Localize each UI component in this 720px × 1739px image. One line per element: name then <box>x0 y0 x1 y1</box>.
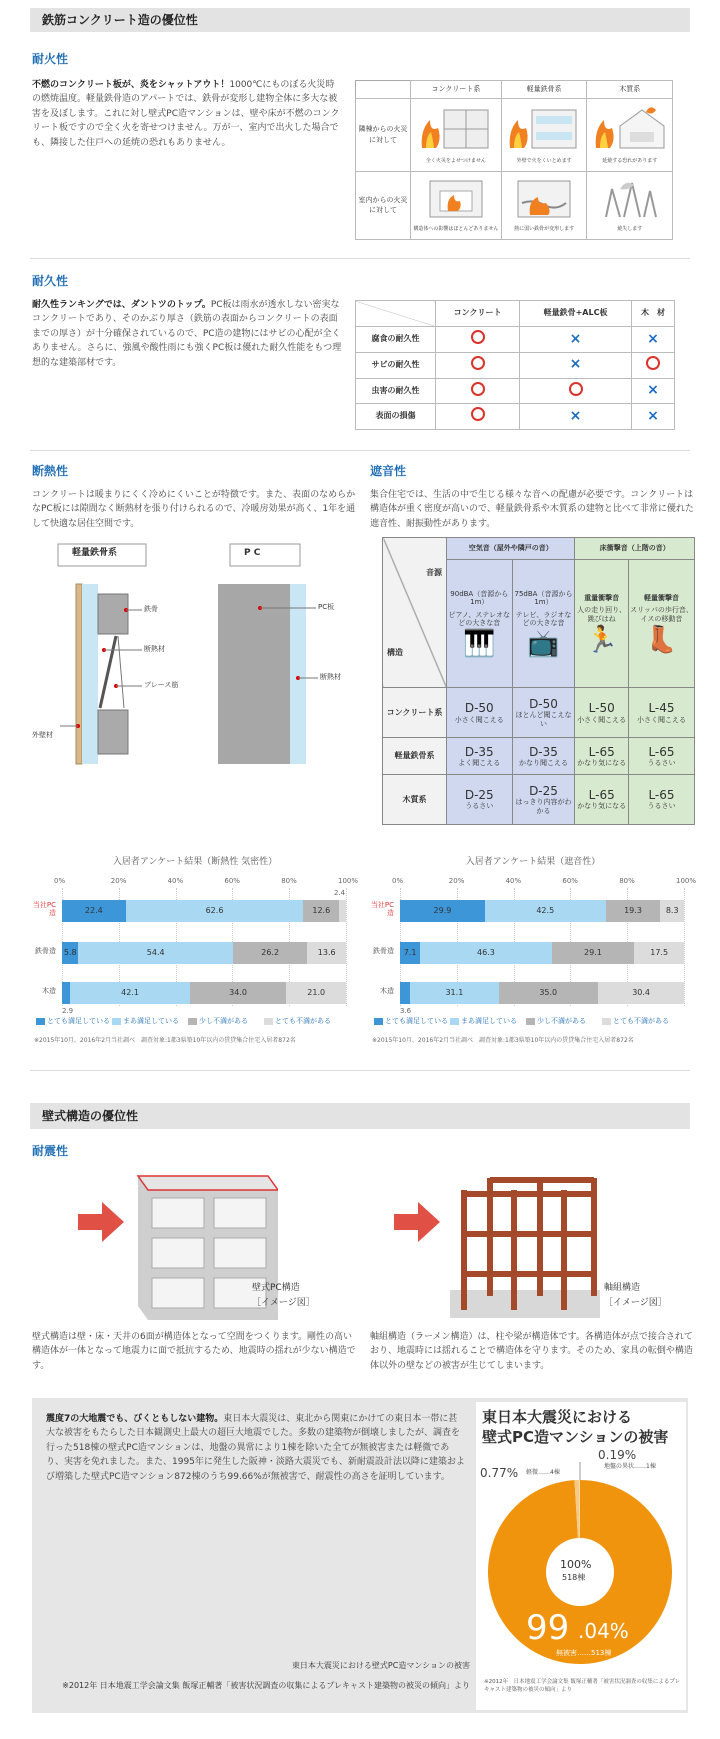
wall-pc-caption-2: ［イメージ図］ <box>252 1298 315 1308</box>
legend-item <box>602 1016 669 1027</box>
legend-item <box>374 1016 448 1027</box>
sound-row-label: コンクリート系 <box>383 688 447 738</box>
durability-lead: 耐久性ランキングでは、ダントツのトップ。 <box>32 300 211 310</box>
frame-structure-body: 軸組構造（ラーメン構造）は、柱や梁が構造体です。各構造体が点で接合されており、地震時には揺れることで構造体を守ります。そのため、家具の転倒や構造体以外の壁などの被害が生じてしまいます。 <box>370 1332 693 1371</box>
cross-mark: × <box>569 407 582 424</box>
fire-body: 1000℃にものぼる火災時の燃焼温度。軽量鉄骨造のアパートでは、鉄骨が変形し建物全体に多大な被害を及ぼします。これに対し壁式PC造マンションは、壁や床が不燃のコンクリート板ですので全く火を寄せつけません。万が一、室内で出火した場合でも、隣接した住戸への延焼の恐れもありません。 <box>32 80 340 148</box>
sound-desc: よく聞こえる <box>458 758 501 767</box>
bar-segment: 19.3 <box>606 900 661 922</box>
sound-desc: ほとんど聞こえない <box>515 711 572 728</box>
fire-title: 耐火性 <box>32 52 69 66</box>
section-header-wall: 壁式構造の優位性 <box>30 1103 690 1129</box>
bar-segment: 54.4 <box>78 942 232 964</box>
chart-title: 入居者アンケート結果（断熱性 気密性） <box>112 857 278 867</box>
dur-col: コンクリート <box>436 301 520 327</box>
circle-mark <box>471 407 485 421</box>
sound-desc: はっきり内容がわかる <box>515 798 572 815</box>
tick-label: 20% <box>110 877 127 885</box>
legend-label: 少し不満がある <box>537 1017 586 1025</box>
legend-label: とても満足している <box>47 1017 110 1025</box>
pie-main-pct-big: 99 <box>526 1608 570 1648</box>
quake-title: 耐震性 <box>32 1144 69 1158</box>
circle-mark <box>569 382 583 396</box>
cross-mark: × <box>647 382 659 399</box>
wall-structure-body: 壁式構造は壁・床・天井の6面が構造体となって空間をつくります。剛性の高い構造体が一体となって地震力に面で抵抗するため、地震時の揺れが少ない構造です。 <box>32 1332 356 1371</box>
cross-mark: × <box>569 356 582 373</box>
quake-box-caption: 東日本大震災における壁式PC造マンションの被害 <box>291 1661 470 1670</box>
category-label: 木造 <box>42 987 56 995</box>
sound-title: 遮音性 <box>370 464 407 478</box>
bar-segment: 12.6 <box>303 900 339 922</box>
tick-label: 60% <box>224 877 240 885</box>
fire-note: 構造体への影響はほとんどありません <box>413 226 499 233</box>
tick-label: 100% <box>676 877 697 885</box>
pie-source: ※2012年 日本地震工学会論文集 飯塚正輔著「被害状況調査の収集によるプレキャスト建築物の被災の傾向」より <box>484 1679 681 1694</box>
bar-segment: 29.9 <box>400 900 485 922</box>
data-label: 2.9 <box>62 1007 74 1015</box>
frame-caption-2: ［イメージ図］ <box>604 1298 667 1308</box>
damage-pie-panel <box>476 1402 686 1710</box>
concrete-building-fire-icon <box>416 104 496 154</box>
sound-value: L-65 <box>648 744 675 759</box>
quake-box-lead: 震度7の大地震でも、びくともしない建物。 <box>46 1414 224 1424</box>
air-col <box>512 560 575 688</box>
floor-col <box>628 560 694 688</box>
sound-desc: うるさい <box>465 802 494 811</box>
legend-swatch <box>374 1018 383 1025</box>
bar-segment: 35.0 <box>499 982 598 1004</box>
fire-col: コンクリート系 <box>411 81 502 99</box>
part-label: 外壁材 <box>32 731 53 739</box>
pie-label-minor-count: 軽微……4棟 <box>526 1469 560 1476</box>
fire-compare-table <box>355 80 673 240</box>
wall-pc-caption-1: 壁式PC構造 <box>252 1283 300 1293</box>
bar-segment: 34.0 <box>190 982 287 1004</box>
sound-body: 集合住宅では、生活の中で生じる様々な音への配慮が必要です。コンクリートは構造体が重く密度が高いので、軽量鉄骨系や木質系の建物と比べて非常に優れた遮音性、耐振動性があります。 <box>370 490 694 529</box>
bar-segment: 42.1 <box>70 982 190 1004</box>
legend-label: 少し不満がある <box>199 1017 248 1025</box>
sound-source-label: 音源 <box>426 567 442 577</box>
air-col-desc: ピアノ、ステレオなどの大きな音 <box>448 610 511 627</box>
durability-text <box>32 298 342 370</box>
data-label: 2.4 <box>334 889 346 897</box>
cross-mark: × <box>647 407 659 424</box>
section-header-rc: 鉄筋コンクリート造の優位性 <box>30 8 690 32</box>
dur-row-label: サビの耐久性 <box>356 352 436 378</box>
sound-value: L-65 <box>588 744 615 759</box>
bar-segment: 22.4 <box>62 900 126 922</box>
category-label: 鉄骨造 <box>35 947 56 955</box>
legend-item <box>112 1016 179 1027</box>
piano-icon: 🎹 <box>463 629 496 660</box>
wood-house-fire-icon <box>590 104 670 154</box>
bar-segment <box>62 982 70 1004</box>
legend-item <box>36 1016 110 1027</box>
air-col-desc: テレビ、ラジオなどの大きな音 <box>515 610 572 627</box>
sound-desc: うるさい <box>647 802 676 811</box>
part-label: 鉄骨 <box>144 605 158 613</box>
bar-segment: 30.4 <box>598 982 684 1004</box>
fire-note: 延焼する恐れがあります <box>602 157 658 164</box>
fire-cell <box>501 99 587 172</box>
sound-desc: かなり聞こえる <box>518 758 568 767</box>
legend-item <box>264 1016 331 1027</box>
floor-col-db: 軽量衝撃音 <box>643 593 679 602</box>
sound-row-label: 木質系 <box>383 774 447 824</box>
bar-segment: 29.1 <box>552 942 635 964</box>
steel-building-fire-icon <box>504 104 584 154</box>
pie-title-line2: 壁式PC造マンションの被害 <box>482 1428 669 1446</box>
pie-center-count: 518棟 <box>562 1573 586 1582</box>
divider <box>30 1070 690 1071</box>
part-label: PC板 <box>318 603 335 611</box>
dur-row-label: 虫害の耐久性 <box>356 378 436 404</box>
fire-cell <box>411 99 502 172</box>
circle-mark <box>646 356 660 370</box>
sound-value: L-65 <box>648 788 675 803</box>
legend-item <box>526 1016 586 1027</box>
insulation-title: 断熱性 <box>32 464 69 478</box>
tick-label: 100% <box>338 877 359 885</box>
dur-col: 木 材 <box>631 301 674 327</box>
dur-col: 軽量鉄骨+ALC板 <box>520 301 632 327</box>
durability-table <box>355 300 675 430</box>
pc-label: P C <box>244 548 261 558</box>
pie-label-minor-pct: 0.77% <box>480 1466 519 1480</box>
floor-col-desc: 人の走り回り、跳びはね <box>577 606 627 623</box>
sound-value: L-50 <box>588 701 615 716</box>
fire-cell <box>587 171 673 239</box>
fire-col: 木質系 <box>587 81 673 99</box>
legend-swatch <box>450 1018 459 1025</box>
tick-label: 40% <box>505 877 522 885</box>
bar-segment: 42.5 <box>485 900 606 922</box>
quake-box-source: ※2012年 日本地震工学会論文集 飯塚正輔著「被害状況調査の収集によるプレキャスト建築物の被災の傾向」より <box>62 1681 470 1690</box>
sound-desc: 小さく聞こえる <box>636 715 686 724</box>
category-label: 木造 <box>380 987 394 995</box>
legend-swatch <box>112 1018 121 1025</box>
concrete-room-fire-icon <box>416 177 496 223</box>
chart-note: ※2015年10月、2016年2月当社調べ 調査対象:1都3県築10年以内の賃貸集合住宅入居者872名 <box>372 1037 634 1044</box>
cross-mark: × <box>569 330 582 347</box>
slipper-icon: 👢 <box>645 625 678 656</box>
sound-desc: うるさい <box>647 758 676 767</box>
bar-segment: 26.2 <box>233 942 307 964</box>
bar-segment: 13.6 <box>307 942 346 964</box>
tick-label: 60% <box>562 877 578 885</box>
sound-desc: 小さく聞こえる <box>454 715 504 724</box>
dur-row-label: 表面の損傷 <box>356 404 436 430</box>
gridline <box>346 888 347 1006</box>
sound-value: D-35 <box>464 744 494 759</box>
sound-value: D-25 <box>464 788 494 803</box>
cross-mark: × <box>647 330 659 347</box>
frame-caption-1: 軸組構造 <box>604 1283 641 1293</box>
tick-label: 40% <box>167 877 184 885</box>
floor-col-desc: スリッパの歩行音、イスの移動音 <box>630 606 693 623</box>
tv-icon: 📺 <box>527 629 560 660</box>
durability-title: 耐久性 <box>32 274 69 288</box>
sound-value: L-45 <box>648 701 675 716</box>
legend-swatch <box>526 1018 535 1025</box>
fire-note: 外壁で火をくいとめます <box>516 157 572 164</box>
bar-segment: 5.8 <box>62 942 78 964</box>
fire-row-label: 隣棟からの火災に対して <box>356 99 411 172</box>
legend-item <box>450 1016 517 1027</box>
survey-chart-sound <box>368 848 698 1048</box>
fire-cell <box>411 171 502 239</box>
tick-label: 0% <box>392 877 404 885</box>
steel-room-fire-icon <box>504 177 584 223</box>
part-label: 断熱材 <box>144 645 165 653</box>
bar-segment: 62.6 <box>126 900 304 922</box>
sound-desc: かなり気になる <box>577 802 627 811</box>
bar-segment: 7.1 <box>400 942 420 964</box>
category-label: 当社PC造 <box>32 901 56 917</box>
floor-col <box>575 560 629 688</box>
steel-label: 軽量鉄骨系 <box>72 548 118 558</box>
air-sound-header: 空気音（屋外や隣戸の音） <box>447 538 575 560</box>
air-col-db: 75dBA（音源から1m） <box>514 589 573 607</box>
divider <box>30 450 690 451</box>
insulation-diagram <box>40 538 360 768</box>
legend-item <box>188 1016 248 1027</box>
pie-label-ground-pct: 0.19% <box>598 1448 637 1462</box>
pie-main-pct-small: .04% <box>578 1619 629 1643</box>
fire-col: 軽量鉄骨系 <box>501 81 587 99</box>
sound-row-label: 軽量鉄骨系 <box>383 738 447 775</box>
pie-title-line1: 東日本大震災における <box>482 1408 633 1426</box>
fire-note: 焼失します <box>617 226 643 233</box>
tick-label: 80% <box>281 877 297 885</box>
circle-mark <box>471 330 485 344</box>
chart-title: 入居者アンケート結果（遮音性） <box>465 857 601 867</box>
insulation-body: コンクリートは暖まりにくく冷めにくいことが特徴です。また、表面のなめらかなPC板には隙間なく断熱材を張り付けられるので、冷暖房効果が高く、1年を通して快適な居住空間です。 <box>32 490 356 529</box>
circle-mark <box>471 356 485 370</box>
chart-note: ※2015年10月、2016年2月当社調べ 調査対象:1都3県築10年以内の賃貸集合住宅入居者872名 <box>34 1037 296 1044</box>
steel-wall-section <box>58 544 146 764</box>
pie-center-pct: 100% <box>560 1558 592 1571</box>
part-label: ブレース筋 <box>144 681 179 689</box>
part-label: 断熱材 <box>320 673 341 681</box>
fire-row-label: 室内からの火災に対して <box>356 171 411 239</box>
tick-label: 80% <box>619 877 635 885</box>
sound-value: D-50 <box>529 696 558 711</box>
floor-col-db: 重量衝撃音 <box>584 593 620 602</box>
tick-label: 0% <box>54 877 66 885</box>
legend-label: まあ満足している <box>123 1017 179 1025</box>
sound-struct-label: 構造 <box>387 647 403 657</box>
pc-wall-section <box>218 544 318 764</box>
legend-label: まあ満足している <box>461 1017 517 1025</box>
durability-body: PC板は雨水が透水しない密実なコンクリートであり、そのかぶり厚さ（鉄筋の表面からコンクリートの表面までの厚さ）が十分確保されているので、PC造の建物にはサビの心配が全くありません。さらに、強風や酸性雨にも強くPC板は優れた耐久性能をもつ理想的な建築部材です。 <box>32 300 342 368</box>
bar-segment <box>339 900 346 922</box>
legend-label: とても不満がある <box>613 1017 669 1025</box>
legend-swatch <box>188 1018 197 1025</box>
air-col-db: 90dBA（音源から1m） <box>450 589 509 607</box>
pie-label-ground-count: 地盤の異状……1棟 <box>604 1463 656 1470</box>
circle-mark <box>471 382 485 396</box>
bar-segment: 17.5 <box>634 942 684 964</box>
legend-label: とても満足している <box>385 1017 448 1025</box>
divider <box>30 258 690 259</box>
air-col <box>447 560 513 688</box>
tick-label: 20% <box>448 877 465 885</box>
bar-segment: 46.3 <box>420 942 551 964</box>
quake-box-text <box>46 1412 466 1484</box>
sound-value: D-50 <box>464 701 494 716</box>
fire-lead: 不燃のコンクリート板が、炎をシャットアウト！ <box>32 80 230 90</box>
bar-segment: 21.0 <box>286 982 346 1004</box>
sound-value: D-25 <box>529 783 558 798</box>
legend-label: とても不満がある <box>275 1017 331 1025</box>
category-label: 鉄骨造 <box>373 947 394 955</box>
bar-segment: 8.3 <box>660 900 684 922</box>
quake-box-body: 東日本大震災は、東北から関東にかけての東日本一帯に甚大な被害をもたらした日本観測史上最大の超巨大地震でした。多数の建築物が倒壊しましたが、調査を行った518棟の壁式PC造マンションは、地盤の異常により1棟を除いた全てが無被害または軽微であり、実害を免れました。また、1995年に発生した阪神・淡路大震災でも、新耐震設計法以降に建築および増築した壁式PC造マンション872棟のうち99.66%が無被害で、耐震性の高さを証明しています。 <box>46 1414 465 1482</box>
fire-cell <box>587 99 673 172</box>
sound-desc: 小さく聞こえる <box>577 715 627 724</box>
floor-sound-header: 床衝撃音（上階の音） <box>575 538 695 560</box>
legend-swatch <box>264 1018 273 1025</box>
frame-structure-image <box>390 1170 610 1330</box>
sound-value: L-65 <box>588 788 615 803</box>
sound-value: D-35 <box>529 744 558 759</box>
category-label: 当社PC造 <box>370 901 394 917</box>
wall-pc-structure-image <box>68 1170 278 1330</box>
wood-room-burned-icon <box>590 177 670 223</box>
fire-note: 熱に弱い鉄骨が変形します <box>514 226 575 233</box>
pie-main-count: 無被害……513棟 <box>556 1649 612 1657</box>
sound-desc: かなり気になる <box>577 758 627 767</box>
fire-text <box>32 78 342 150</box>
survey-chart-insulation <box>30 848 360 1048</box>
fire-cell <box>501 171 587 239</box>
jumping-person-icon: 🏃 <box>585 625 618 656</box>
bar-segment <box>400 982 410 1004</box>
bar-segment: 31.1 <box>410 982 498 1004</box>
legend-swatch <box>36 1018 45 1025</box>
legend-swatch <box>602 1018 611 1025</box>
sound-table <box>382 537 695 825</box>
fire-note: 全く火災をよせつけません <box>425 157 486 164</box>
dur-row-label: 腐食の耐久性 <box>356 327 436 353</box>
data-label: 3.6 <box>400 1007 412 1015</box>
